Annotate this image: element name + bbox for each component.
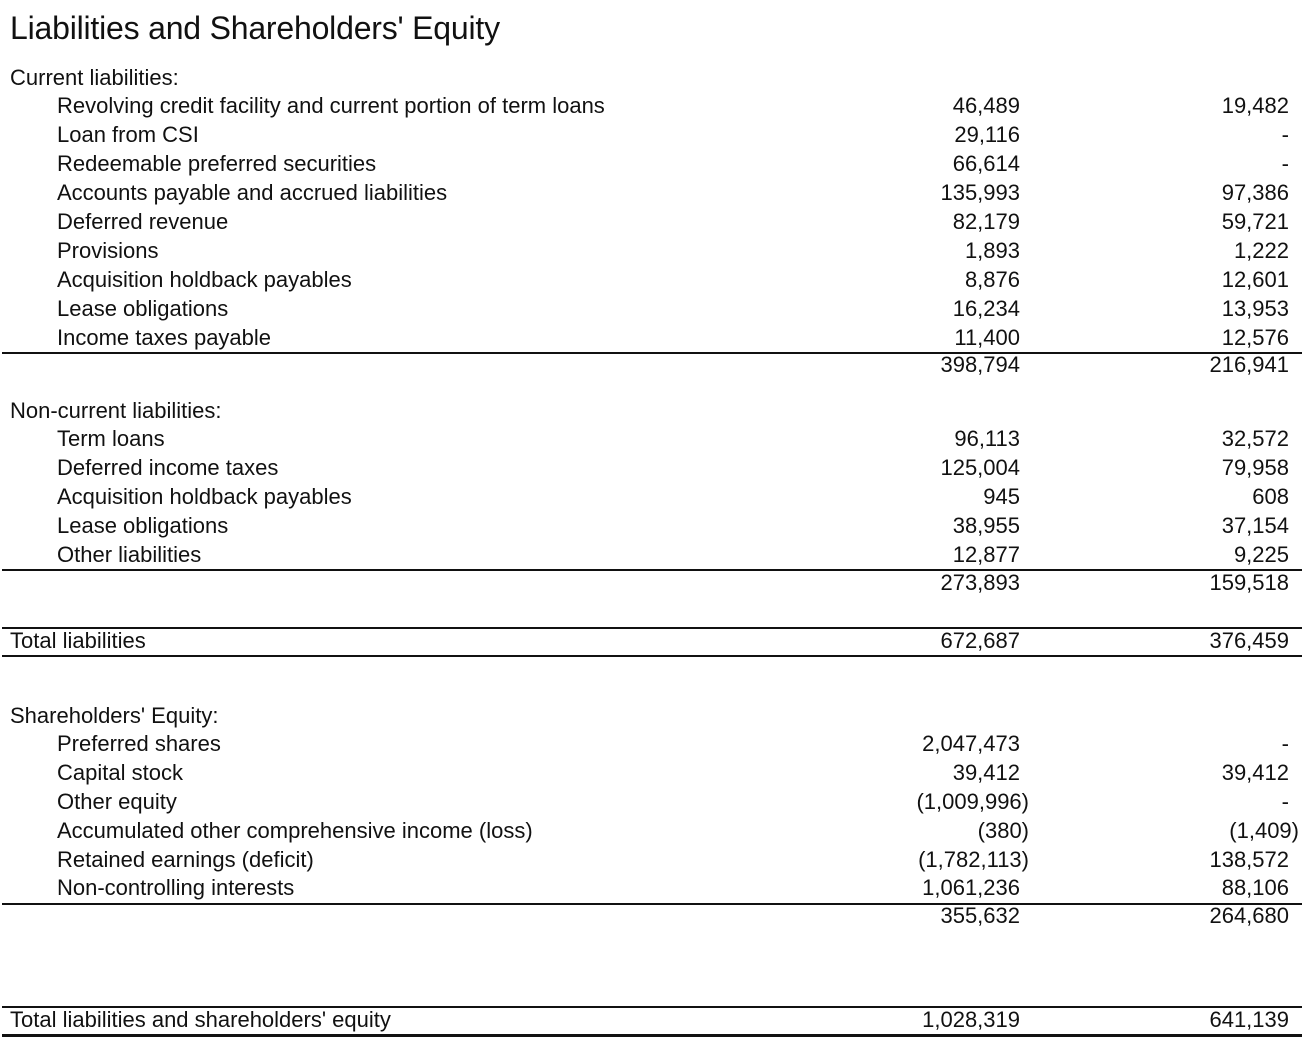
row-value-col1: (1,782,113) — [918, 847, 1029, 872]
row-value-col1: 8,876 — [964, 267, 1020, 292]
row-label: Non-controlling interests — [57, 875, 295, 900]
section-heading-noncurrent: Non-current liabilities: — [10, 398, 222, 423]
row-label: Provisions — [57, 238, 159, 263]
row-label: Other liabilities — [57, 542, 202, 567]
subtotal-noncurrent-col1: 273,893 — [940, 570, 1020, 595]
grand-total-col1: 1,028,319 — [922, 1007, 1020, 1032]
row-value-col2: 12,601 — [1221, 267, 1289, 292]
row-value-col1: 46,489 — [952, 93, 1020, 118]
row-label: Other equity — [57, 789, 177, 814]
row-value-col1: 29,116 — [954, 122, 1020, 147]
row-value-col2: 79,958 — [1221, 455, 1289, 480]
row-value-col2: 19,482 — [1221, 93, 1289, 118]
row-value-col1: 2,047,473 — [922, 731, 1020, 756]
subtotal-equity-col2: 264,680 — [1209, 903, 1289, 928]
row-value-col2: 37,154 — [1221, 513, 1289, 538]
row-value-col1: 16,234 — [952, 296, 1020, 321]
section-heading-equity: Shareholders' Equity: — [10, 703, 219, 728]
row-value-col2: - — [1281, 731, 1289, 756]
row-value-col1: 1,061,236 — [922, 875, 1020, 900]
row-label: Lease obligations — [57, 513, 229, 538]
row-value-col1: 135,993 — [940, 180, 1020, 205]
row-value-col2: 39,412 — [1221, 760, 1289, 785]
grand-total-col2: 641,139 — [1209, 1007, 1289, 1032]
total-liabilities-top-rule — [2, 627, 1302, 629]
page-title: Liabilities and Shareholders' Equity — [10, 10, 500, 46]
row-value-col2: - — [1281, 122, 1289, 147]
row-label: Deferred income taxes — [57, 455, 279, 480]
row-value-col2: 88,106 — [1221, 875, 1289, 900]
row-value-col1: 12,877 — [952, 542, 1020, 567]
row-value-col1: (380) — [977, 818, 1029, 843]
total-liabilities-col2: 376,459 — [1209, 628, 1289, 653]
subtotal-rule — [2, 903, 1302, 905]
row-label: Preferred shares — [57, 731, 221, 756]
row-value-col1: 945 — [983, 484, 1020, 509]
row-value-col1: 66,614 — [952, 151, 1020, 176]
total-liabilities-bottom-rule — [2, 655, 1302, 657]
row-value-col2: 608 — [1252, 484, 1289, 509]
row-label: Acquisition holdback payables — [57, 484, 352, 509]
subtotal-rule — [2, 352, 1302, 354]
total-liabilities-label: Total liabilities — [10, 628, 146, 653]
row-label: Accumulated other comprehensive income (loss) — [57, 818, 533, 843]
row-label: Income taxes payable — [57, 325, 272, 350]
row-label: Acquisition holdback payables — [57, 267, 352, 292]
total-liabilities-col1: 672,687 — [940, 628, 1020, 653]
row-value-col2: 9,225 — [1233, 542, 1289, 567]
row-label: Term loans — [57, 426, 165, 451]
grand-total-double-rule — [2, 1034, 1302, 1037]
row-label: Redeemable preferred securities — [57, 151, 377, 176]
row-value-col2: 1,222 — [1233, 238, 1289, 263]
row-value-col2: 59,721 — [1221, 209, 1289, 234]
row-value-col1: 39,412 — [952, 760, 1020, 785]
row-value-col2: - — [1281, 151, 1289, 176]
subtotal-current-col2: 216,941 — [1209, 352, 1289, 377]
row-label: Deferred revenue — [57, 209, 229, 234]
row-value-col2: - — [1281, 789, 1289, 814]
row-value-col1: 125,004 — [940, 455, 1020, 480]
row-value-col2: 13,953 — [1221, 296, 1289, 321]
grand-total-label: Total liabilities and shareholders' equity — [10, 1007, 391, 1032]
subtotal-equity-col1: 355,632 — [940, 903, 1020, 928]
row-value-col2: 97,386 — [1221, 180, 1289, 205]
row-label: Revolving credit facility and current portion of term loans — [57, 93, 605, 118]
row-label: Retained earnings (deficit) — [57, 847, 314, 872]
row-value-col1: 96,113 — [954, 426, 1020, 451]
row-value-col2: 138,572 — [1209, 847, 1289, 872]
row-value-col2: (1,409) — [1229, 818, 1299, 843]
row-label: Capital stock — [57, 760, 183, 785]
row-label: Lease obligations — [57, 296, 229, 321]
row-label: Accounts payable and accrued liabilities — [57, 180, 448, 205]
row-value-col1: 1,893 — [964, 238, 1020, 263]
section-heading-current: Current liabilities: — [10, 65, 179, 90]
row-label: Loan from CSI — [57, 122, 199, 147]
row-value-col1: 82,179 — [952, 209, 1020, 234]
row-value-col1: (1,009,996) — [916, 789, 1029, 814]
row-value-col1: 38,955 — [952, 513, 1020, 538]
subtotal-noncurrent-col2: 159,518 — [1209, 570, 1289, 595]
subtotal-current-col1: 398,794 — [940, 352, 1020, 377]
subtotal-rule — [2, 569, 1302, 571]
row-value-col2: 32,572 — [1221, 426, 1289, 451]
row-value-col1: 11,400 — [954, 325, 1020, 350]
row-value-col2: 12,576 — [1221, 325, 1289, 350]
